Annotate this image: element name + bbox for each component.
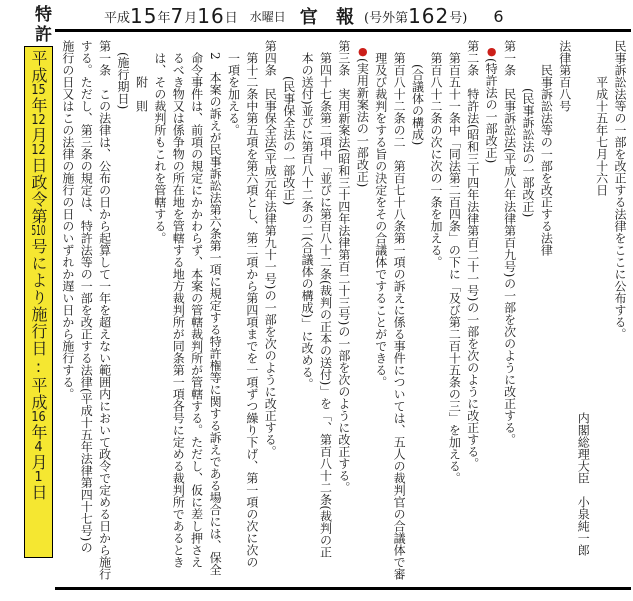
note-segment: 510 [31, 225, 46, 238]
text-column: 第百八十二条の二 第百七十八条第一項の訴えに係る事件については、五人の裁判官の合議体で審 [392, 52, 407, 580]
page-header [104, 3, 564, 29]
header-part: 平成 [104, 10, 131, 26]
section-label: 特許 [31, 5, 51, 45]
text-column: (施行期日) [116, 52, 131, 110]
text-column: 一項を加える。 [226, 52, 241, 136]
text-column: ●(実用新案法の一部改正) [355, 44, 370, 188]
law-text-body [57, 34, 629, 586]
header-part: 号) [449, 10, 468, 26]
text-column: 第百五十一条中「同法第二百四条」の下に「及び第二百十五条の三」を加える。 [447, 52, 462, 484]
note-segment: 年 [29, 97, 48, 114]
enforcement-date-note [24, 46, 53, 558]
header-part: 7 [170, 4, 185, 28]
note-segment: 12 [31, 114, 46, 127]
text-column: 民事訴訟法等の一部を改正する法律 [539, 64, 554, 256]
text-column: 第三条 実用新案法(昭和三十四年法律第百二十三号)の一部を次のように改正する。 [336, 40, 351, 494]
header-part: 16 [197, 4, 225, 28]
text-column: 2 本案の訴えが民事訴訟法第六条第一項に規定する特許権等に関する訴えである場合には、保全 [208, 52, 223, 576]
note-segment: 日政令第 [29, 157, 48, 225]
note-segment: 15 [31, 84, 46, 97]
top-rule [55, 29, 631, 32]
bottom-rule [55, 587, 631, 590]
text-column: 内閣総理大臣 小泉純一郎 [576, 412, 591, 556]
note-segment: 平成 [29, 50, 48, 84]
text-column: 本の送付)並びに第百八十二条の二(合議体の構成)」に改める。 [300, 52, 315, 391]
header-part: 日 [224, 10, 238, 26]
text-column: (民事保全法の一部改正) [281, 76, 296, 206]
text-column: (民事訴訟法の一部改正) [520, 88, 535, 218]
header-part: 年 [157, 10, 171, 26]
text-column: 平成十五年七月十六日 [594, 76, 609, 196]
text-column: 民事訴訟法等の一部を改正する法律をここに公布する。 [613, 40, 627, 340]
header-part: 水曜日 [249, 9, 286, 24]
header-part: 6 [493, 6, 504, 26]
text-column: 第二条 特許法(昭和三十四年法律第百二十一号)の一部を次のように改正する。 [465, 40, 480, 470]
text-column: 附 則 [134, 76, 149, 112]
text-column: 理及び裁判をする旨の決定をその合議体ですることができる。 [373, 52, 388, 388]
header-part: (号外第 [364, 10, 409, 26]
text-column: ●(特許法の一部改正) [484, 44, 499, 164]
text-column: 第四条 民事保全法(平成元年法律第九十一号)の一部を次のように改正する。 [263, 40, 278, 458]
patent-section-marker-dot: ● [356, 44, 370, 58]
note-segment: 16 [31, 411, 46, 424]
patent-section-marker-dot: ● [485, 44, 499, 58]
text-column: 施行の日又はこの法律の施行の日のいずれか遅い日から施行する。 [60, 40, 75, 400]
header-part: 15 [130, 4, 158, 28]
text-column: 第十二条中第五項を第六項とし、第二項から第四項までを一項ずつ繰り下げ、第一項の次に次の [244, 52, 259, 568]
note-segment: 1 [34, 471, 43, 484]
text-column: 法律第百八号 [557, 40, 572, 112]
note-segment: 号により施行日:平成 [29, 238, 48, 411]
text-column: 第四十七条第二項中「並びに第百八十二条(裁判の正本の送付)」を「、第百八十二条(裁判の正 [318, 52, 333, 559]
note-segment: 月 [29, 454, 48, 471]
text-column: 第一条 この法律は、公布の日から起算して一年を超えない範囲内において政令で定める日から施行 [97, 40, 112, 580]
text-column: (合議体の構成) [410, 64, 425, 146]
text-column: るべき物又は係争物の所在地を管轄する地方裁判所が同条第一項各号に定める裁判所であるとき [171, 52, 186, 568]
note-segment: 日 [29, 484, 48, 501]
text-column: 第百八十二条の次に次の一条を加える。 [428, 52, 443, 268]
text-column: は、その裁判所もこれを管轄する。 [152, 52, 167, 244]
header-part: 月 [184, 10, 198, 26]
note-segment: 4 [34, 441, 43, 454]
note-segment: 月 [29, 127, 48, 144]
text-column: 第一条 民事訴訟法(平成八年法律第百九号)の一部を次のように改正する。 [502, 40, 517, 446]
note-segment: 年 [29, 424, 48, 441]
header-part: 162 [408, 4, 450, 28]
text-column: する。ただし、第三条の規定は、特許法等の一部を改正する法律(平成十五年法律第四十七号)の [79, 40, 94, 554]
text-column: 命令事件は、前項の規定にかかわらず、本案の管轄裁判所が管轄する。ただし、仮に差し押さえ [189, 52, 204, 568]
header-part: 官 報 [299, 7, 360, 28]
note-segment: 12 [31, 144, 46, 157]
